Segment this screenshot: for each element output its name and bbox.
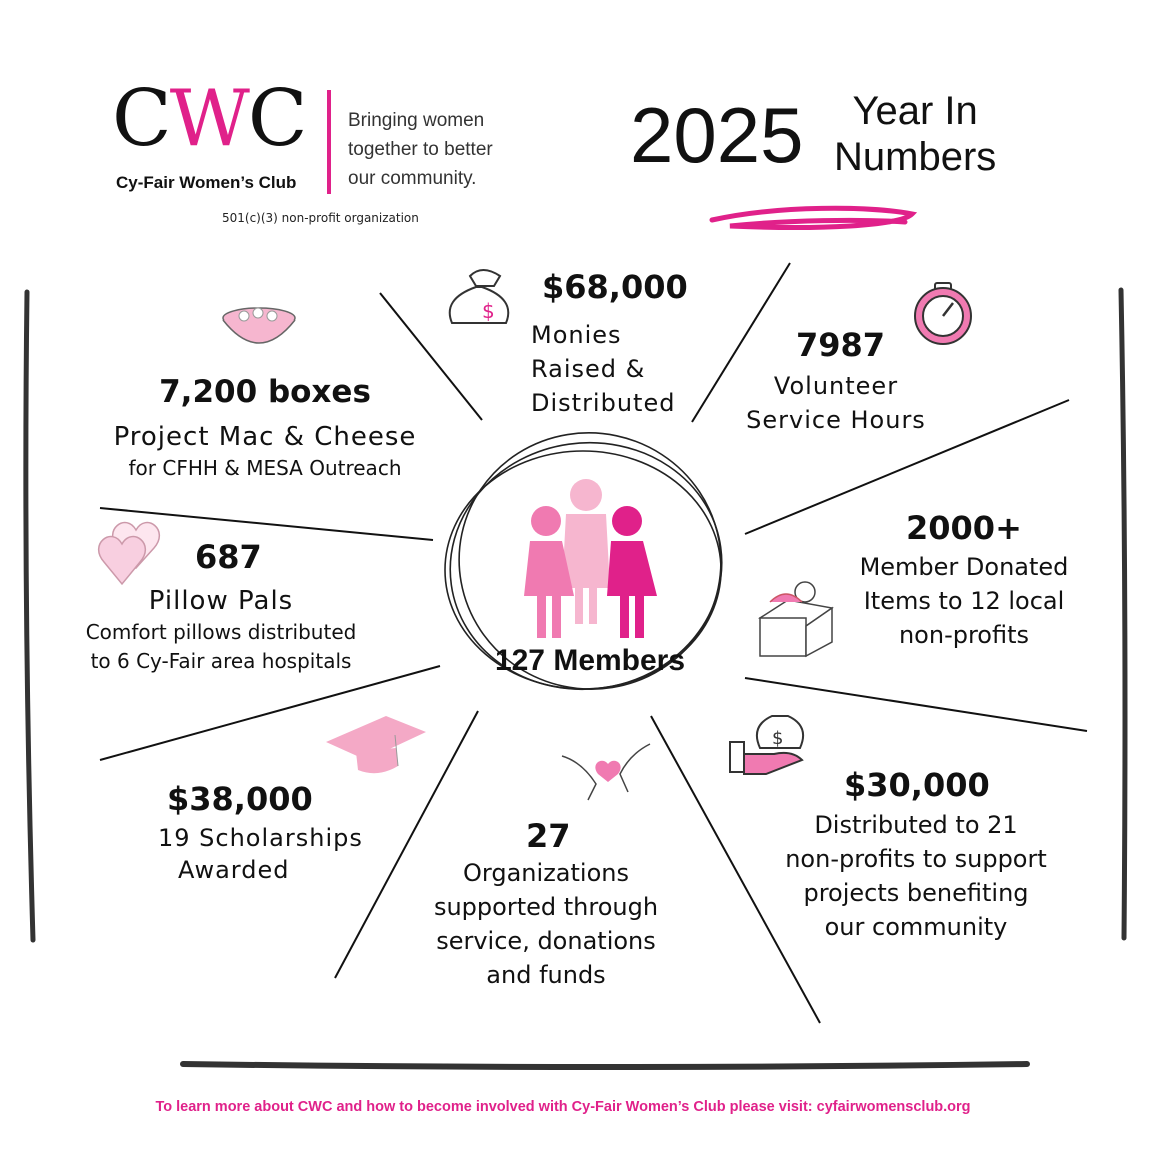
graduation-cap-icon: [326, 716, 426, 773]
nonprofit-label: 501(c)(3) non-profit organization: [222, 211, 419, 225]
stopwatch-icon: [915, 283, 971, 344]
logo-divider: [327, 90, 331, 194]
scholar-desc: [158, 822, 363, 886]
hours-line-2: Service Hours: [746, 406, 926, 434]
hours-value: 7987: [796, 326, 886, 364]
scholar-line-1: 19 Scholarships: [158, 824, 363, 852]
logo-letter-c2: C: [247, 74, 306, 164]
mac-desc: [95, 420, 435, 483]
hours-line-1: Volunteer: [773, 372, 899, 400]
svg-text:$: $: [482, 299, 495, 323]
orgs-value: 27: [526, 817, 571, 855]
pink-scribble: [712, 208, 912, 227]
grants-value: $30,000: [844, 766, 990, 804]
logo-name: Cy-Fair Women’s Club: [116, 173, 297, 192]
scholar-line-2: Awarded: [178, 856, 290, 884]
pillow-value: 687: [195, 538, 262, 576]
donation-box-icon: [760, 582, 832, 656]
grants-line-3: projects benefiting: [803, 879, 1029, 907]
title-line-1: Year In: [852, 89, 978, 133]
year-title: [834, 88, 996, 180]
hours-desc: [736, 369, 936, 437]
scholar-value: $38,000: [167, 780, 313, 818]
grants-line-2: non-profits to support: [785, 845, 1047, 873]
hand-money-icon: [730, 716, 803, 774]
orgs-line-2: supported through: [433, 893, 659, 921]
orgs-line-3: service, donations: [436, 927, 656, 955]
monies-line-1: Monies: [531, 321, 622, 349]
mac-value: 7,200 boxes: [159, 374, 371, 410]
svg-text:$: $: [772, 728, 784, 749]
items-line-2: Items to 12 local: [863, 587, 1065, 615]
bottom-frame-line: [183, 1064, 1027, 1067]
orgs-line-1: Organizations: [463, 859, 629, 887]
monies-desc: [531, 318, 675, 420]
orgs-line-4: and funds: [486, 961, 606, 989]
items-desc: [844, 550, 1084, 652]
pillow-line-3: to 6 Cy-Fair area hospitals: [90, 649, 352, 673]
members-count: 127 Members: [494, 644, 686, 677]
items-value: 2000+: [906, 509, 1022, 547]
pillow-line-1: Pillow Pals: [148, 586, 294, 616]
title-line-2: Numbers: [834, 135, 997, 179]
mac-line-1: Project Mac & Cheese: [113, 422, 417, 452]
hands-heart-icon: [562, 744, 650, 800]
monies-value: $68,000: [542, 268, 688, 306]
hearts-icon: [99, 523, 160, 584]
year-number: 2025: [630, 91, 804, 179]
left-frame-line: [26, 292, 33, 940]
mac-line-2: for CFHH & MESA Outreach: [128, 456, 402, 480]
logo-acronym: [112, 74, 306, 164]
tagline-line-2: together to better: [348, 139, 493, 160]
tagline-line-1: Bringing women: [348, 110, 485, 131]
members-people-icon: [524, 479, 657, 638]
monies-line-2: Raised &: [531, 355, 646, 383]
grants-line-1: Distributed to 21: [814, 811, 1018, 839]
items-line-3: non-profits: [898, 621, 1030, 649]
tagline-line-3: our community.: [348, 168, 477, 189]
footer: [0, 1099, 1126, 1115]
logo-letter-w: W: [169, 74, 248, 164]
money-bag-icon: [450, 270, 509, 323]
pillow-desc: [62, 584, 380, 676]
footer-text: To learn more about CWC and how to become involved with Cy-Fair Women’s Club please visit:: [155, 1099, 817, 1115]
tagline: [348, 106, 493, 193]
pillow-line-2: Comfort pillows distributed: [85, 620, 357, 644]
orgs-desc: [410, 856, 682, 992]
monies-line-3: Distributed: [531, 389, 676, 417]
grants-line-4: our community: [824, 913, 1008, 941]
right-frame-line: [1121, 290, 1125, 938]
logo-letter-c: C: [112, 74, 170, 164]
website-link[interactable]: cyfairwomensclub.org: [816, 1099, 971, 1115]
grants-desc: [770, 808, 1062, 944]
bowl-icon: [223, 308, 295, 343]
items-line-1: Member Donated: [859, 553, 1069, 581]
